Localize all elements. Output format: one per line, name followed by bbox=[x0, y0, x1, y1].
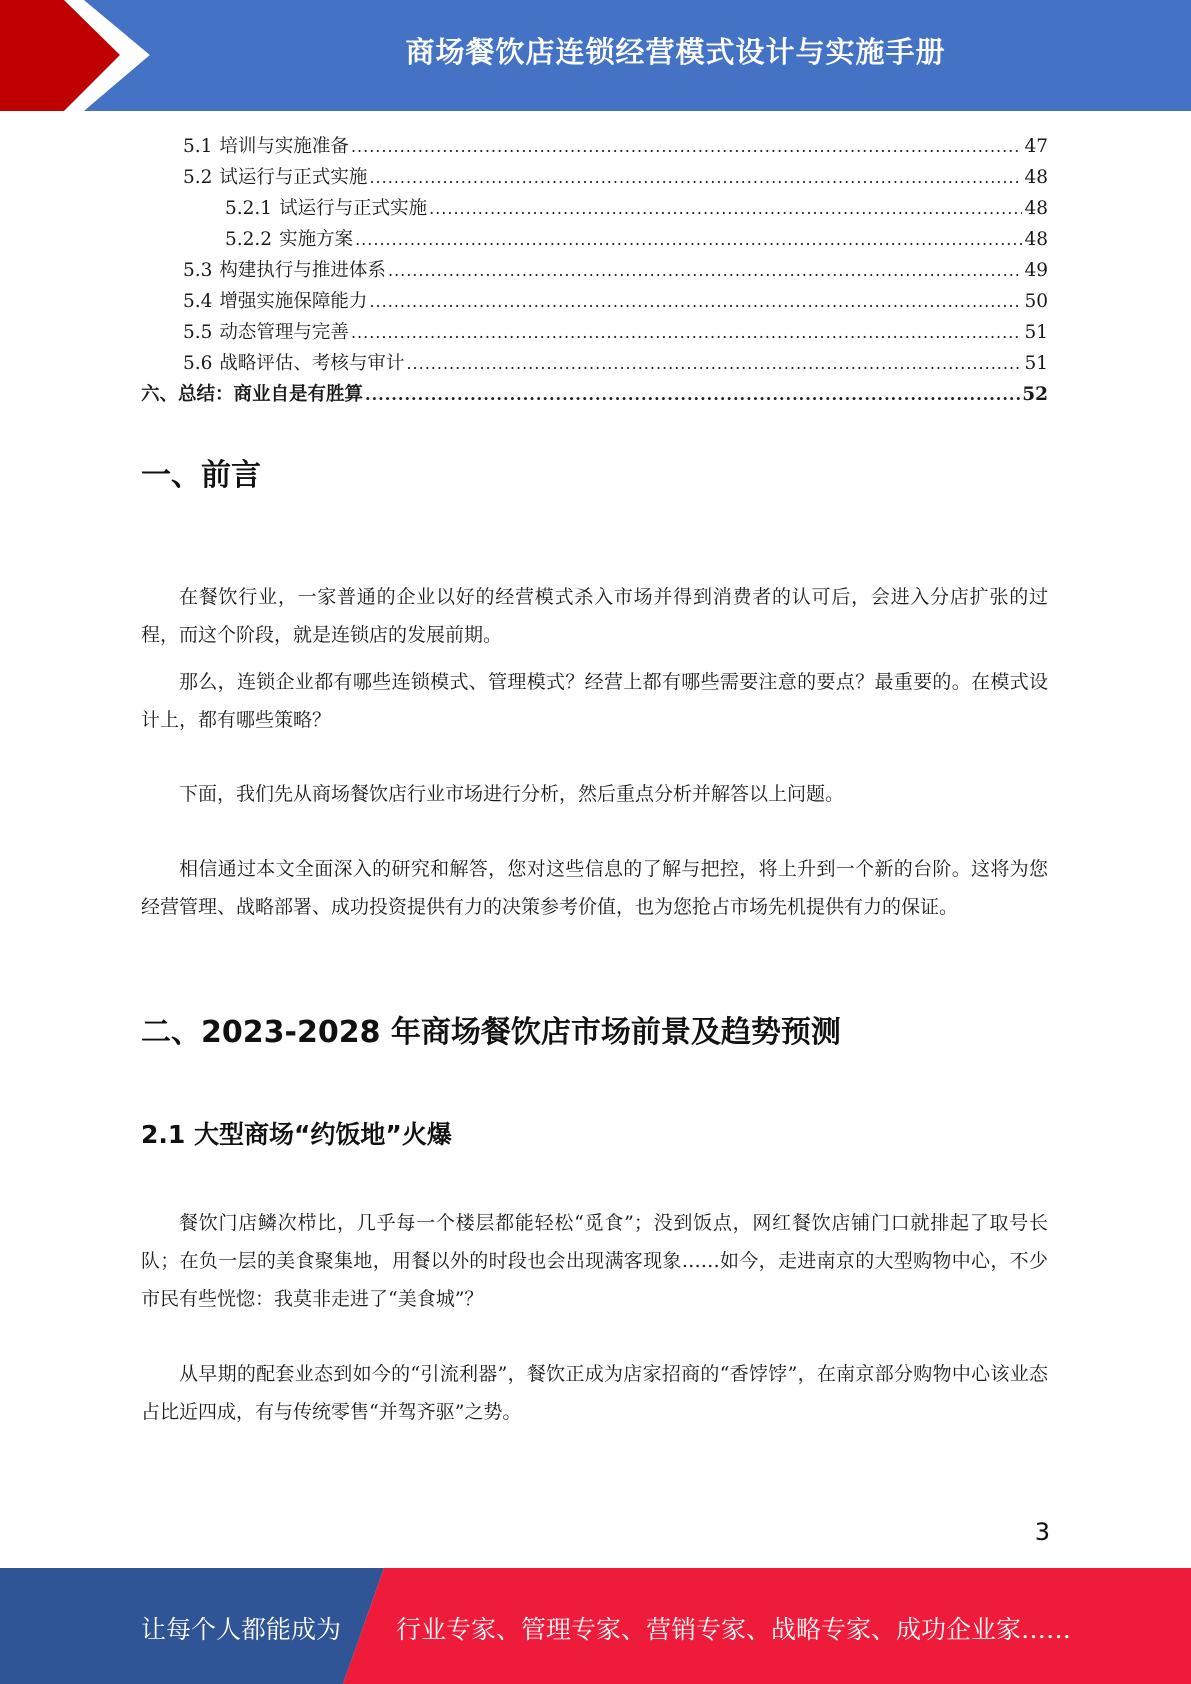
toc-entry-page: 49 bbox=[1024, 260, 1048, 281]
toc-entry[interactable] bbox=[141, 162, 1048, 193]
toc-entry-label: 实施方案 bbox=[279, 229, 354, 250]
toc-entry-number: 5.2 bbox=[183, 167, 213, 188]
toc-entry-page: 50 bbox=[1024, 291, 1048, 312]
toc-entry-label: 战略评估、考核与审计 bbox=[219, 353, 405, 374]
toc-entry-number: 5.3 bbox=[183, 260, 213, 281]
toc-entry[interactable] bbox=[141, 286, 1048, 317]
toc-dot-leader bbox=[388, 255, 1023, 286]
paragraph: 那么，连锁企业都有哪些连锁模式、管理模式？经营上都有哪些需要注意的要点？最重要的。在模式设计上，都有哪些策略？ bbox=[141, 671, 1048, 731]
toc-entry-label: 六、总结：商业自是有胜算 bbox=[141, 384, 364, 405]
toc-entry-label: 培训与实施准备 bbox=[219, 136, 349, 157]
toc-dot-leader bbox=[406, 348, 1022, 379]
toc-entry[interactable] bbox=[141, 131, 1048, 162]
toc-dot-leader bbox=[429, 193, 1022, 224]
toc-dot-leader bbox=[369, 286, 1022, 317]
footer-slogan-right: 行业专家、管理专家、营销专家、战略专家、成功企业家…… bbox=[396, 1615, 1072, 1644]
document-title: 商场餐饮店连锁经营模式设计与实施手册 bbox=[405, 35, 946, 69]
toc-dot-leader bbox=[365, 379, 1020, 410]
header-chevron-decoration bbox=[0, 0, 160, 111]
section-heading-forecast: 二、2023-2028 年商场餐饮店市场前景及趋势预测 bbox=[141, 1015, 841, 1050]
toc-entry-page: 48 bbox=[1024, 167, 1048, 188]
toc-entry[interactable] bbox=[141, 317, 1048, 348]
toc-entry-label: 构建执行与推进体系 bbox=[219, 260, 386, 281]
page-header bbox=[0, 0, 1191, 111]
toc-entry-page: 48 bbox=[1024, 198, 1048, 219]
toc-entry-number: 5.5 bbox=[183, 322, 213, 343]
toc-entry-number: 5.2.1 bbox=[225, 198, 273, 219]
paragraph: 餐饮门店鳞次栉比，几乎每一个楼层都能轻松“觅食”；没到饭点，网红餐饮店铺门口就排起了取号长队；在负一层的美食聚集地，用餐以外的时段也会出现满客现象……如今，走进南京的大型购物中心，不少市民有些恍惚：我莫非走进了“美食城”？ bbox=[141, 1212, 1048, 1310]
toc-entry[interactable] bbox=[141, 348, 1048, 379]
toc-dot-leader bbox=[355, 224, 1022, 255]
paragraph: 下面，我们先从商场餐饮店行业市场进行分析，然后重点分析并解答以上问题。 bbox=[179, 783, 845, 805]
toc-entry-page: 48 bbox=[1024, 229, 1048, 250]
table-of-contents bbox=[141, 131, 1048, 410]
toc-entry-label: 动态管理与完善 bbox=[219, 322, 349, 343]
page-footer bbox=[0, 1568, 1191, 1684]
toc-entry[interactable] bbox=[141, 193, 1048, 224]
section-heading-preface: 一、前言 bbox=[141, 458, 261, 493]
toc-entry-label: 试运行与正式实施 bbox=[279, 198, 428, 219]
toc-entry-number: 5.6 bbox=[183, 353, 213, 374]
page-number: 3 bbox=[1034, 1518, 1050, 1546]
toc-entry-number: 5.1 bbox=[183, 136, 213, 157]
toc-entry-page: 51 bbox=[1024, 353, 1048, 374]
toc-dot-leader bbox=[351, 131, 1023, 162]
toc-entry-number: 5.4 bbox=[183, 291, 213, 312]
toc-entry-page: 47 bbox=[1024, 136, 1048, 157]
toc-entry[interactable] bbox=[141, 255, 1048, 286]
paragraph: 在餐饮行业，一家普通的企业以好的经营模式杀入市场并得到消费者的认可后，会进入分店扩张的过程，而这个阶段，就是连锁店的发展前期。 bbox=[141, 586, 1048, 646]
toc-entry-label: 增强实施保障能力 bbox=[219, 291, 368, 312]
paragraph: 相信通过本文全面深入的研究和解答，您对这些信息的了解与把控，将上升到一个新的台阶。这将为您经营管理、战略部署、成功投资提供有力的决策参考价值，也为您抢占市场先机提供有力的保证。 bbox=[141, 858, 1048, 918]
footer-slogan-left: 让每个人都能成为 bbox=[141, 1615, 342, 1644]
toc-dot-leader bbox=[369, 162, 1022, 193]
toc-entry[interactable] bbox=[141, 379, 1048, 410]
toc-entry[interactable] bbox=[141, 224, 1048, 255]
subsection-heading: 2.1 大型商场“约饭地”火爆 bbox=[141, 1120, 452, 1149]
toc-entry-page: 51 bbox=[1024, 322, 1048, 343]
paragraph: 从早期的配套业态到如今的“引流利器”，餐饮正成为店家招商的“香饽饽”，在南京部分购物中心该业态占比近四成，有与传统零售“并驾齐驱”之势。 bbox=[141, 1363, 1048, 1423]
toc-entry-page: 52 bbox=[1022, 384, 1048, 405]
toc-dot-leader bbox=[351, 317, 1023, 348]
toc-entry-label: 试运行与正式实施 bbox=[219, 167, 368, 188]
toc-entry-number: 5.2.2 bbox=[225, 229, 273, 250]
